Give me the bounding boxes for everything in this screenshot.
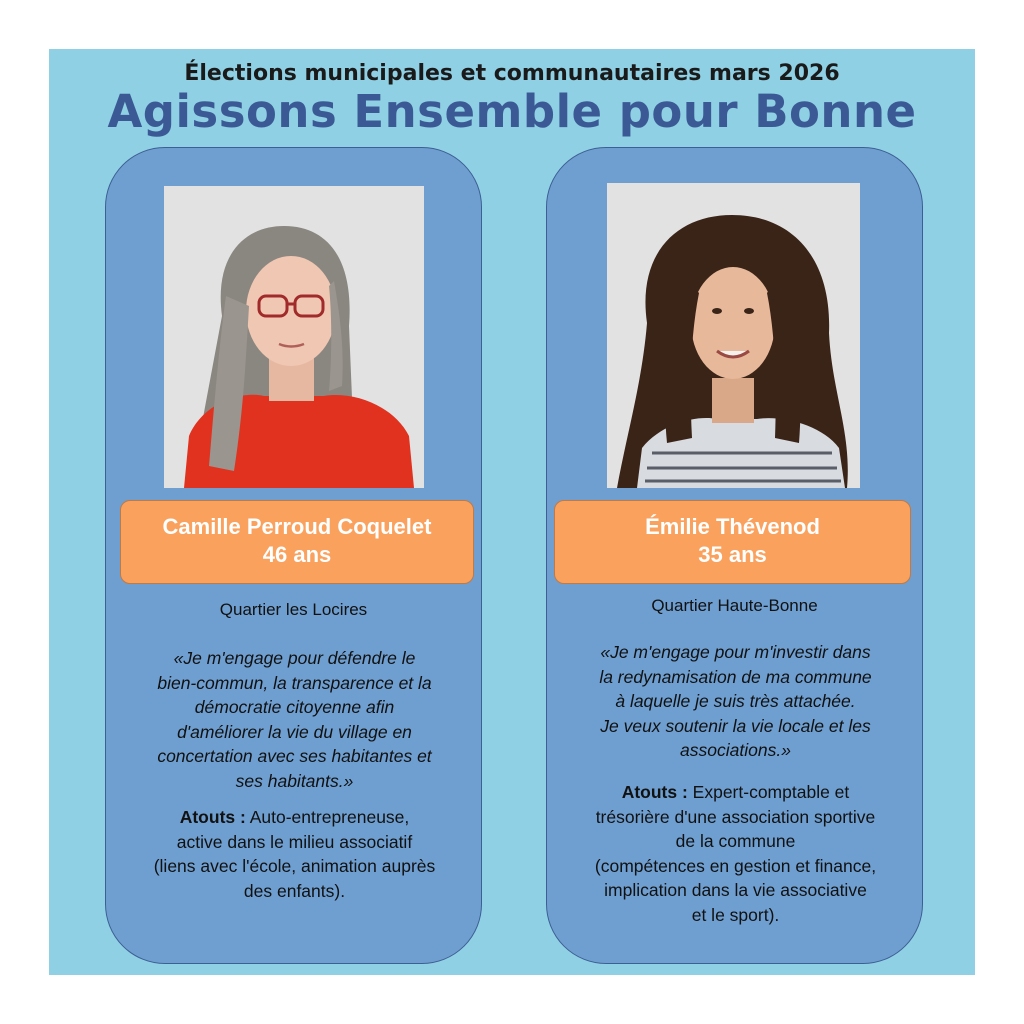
quote-line: associations.»: [680, 740, 791, 760]
election-subtitle: Élections municipales et communautaires mars 2026: [184, 61, 840, 86]
quote-line: démocratie citoyenne afin: [194, 697, 395, 717]
portrait-woman-curly-hair-icon: [607, 183, 860, 488]
assets-line: des enfants).: [243, 880, 346, 901]
candidate-photo: [607, 183, 860, 488]
candidate-quote: [559, 640, 912, 763]
assets-line: [557, 780, 914, 805]
assets-line: active dans le milieu associatif: [176, 831, 413, 852]
candidate-photo: [164, 186, 424, 488]
candidate-district: Quartier Haute-Bonne: [651, 596, 818, 615]
candidate-card-2: [546, 147, 923, 964]
quote-line: «Je m'engage pour défendre le: [173, 648, 416, 668]
candidate-district: Quartier les Locires: [219, 600, 368, 619]
assets-line: (liens avec l'école, animation auprès: [153, 856, 436, 876]
assets-line: trésorière d'une association sportive: [595, 806, 876, 827]
candidate-quote: [118, 646, 471, 793]
candidate-card-1: [105, 147, 482, 964]
quote-line: «Je m'engage pour m'investir dans: [600, 642, 871, 662]
quote-line: ses habitants.»: [235, 770, 354, 791]
candidate-name-box: [554, 500, 911, 584]
quote-line: Je veux soutenir la vie locale et les: [600, 715, 871, 736]
assets-line: de la commune: [675, 831, 796, 851]
assets-label: Atouts :: [179, 807, 246, 827]
candidate-age: 46 ans: [262, 542, 332, 567]
candidate-assets: [557, 780, 914, 927]
assets-text: Auto-entrepreneuse,: [245, 807, 410, 827]
assets-line: [116, 805, 473, 830]
assets-line: (compétences en gestion et finance,: [594, 855, 877, 876]
candidate-name-box: [120, 500, 474, 584]
quote-line: la redynamisation de ma commune: [599, 666, 872, 687]
candidate-name: Camille Perroud Coquelet: [162, 514, 432, 539]
candidate-name: Émilie Thévenod: [645, 514, 820, 539]
quote-line: bien-commun, la transparence et la: [157, 672, 432, 693]
assets-text: Expert-comptable et: [687, 782, 850, 802]
quote-line: à laquelle je suis très attachée.: [615, 691, 856, 711]
list-title: Agissons Ensemble pour Bonne: [107, 85, 917, 138]
candidate-age: 35 ans: [698, 542, 767, 567]
campaign-poster: [49, 49, 975, 975]
candidate-assets: [116, 805, 473, 903]
portrait-woman-grey-hair-icon: [164, 186, 424, 488]
assets-label: Atouts :: [621, 782, 688, 802]
quote-line: concertation avec ses habitantes et: [157, 746, 432, 766]
assets-line: et le sport).: [691, 904, 780, 925]
quote-line: d'améliorer la vie du village en: [177, 721, 412, 742]
assets-line: implication dans la vie associative: [604, 880, 867, 900]
